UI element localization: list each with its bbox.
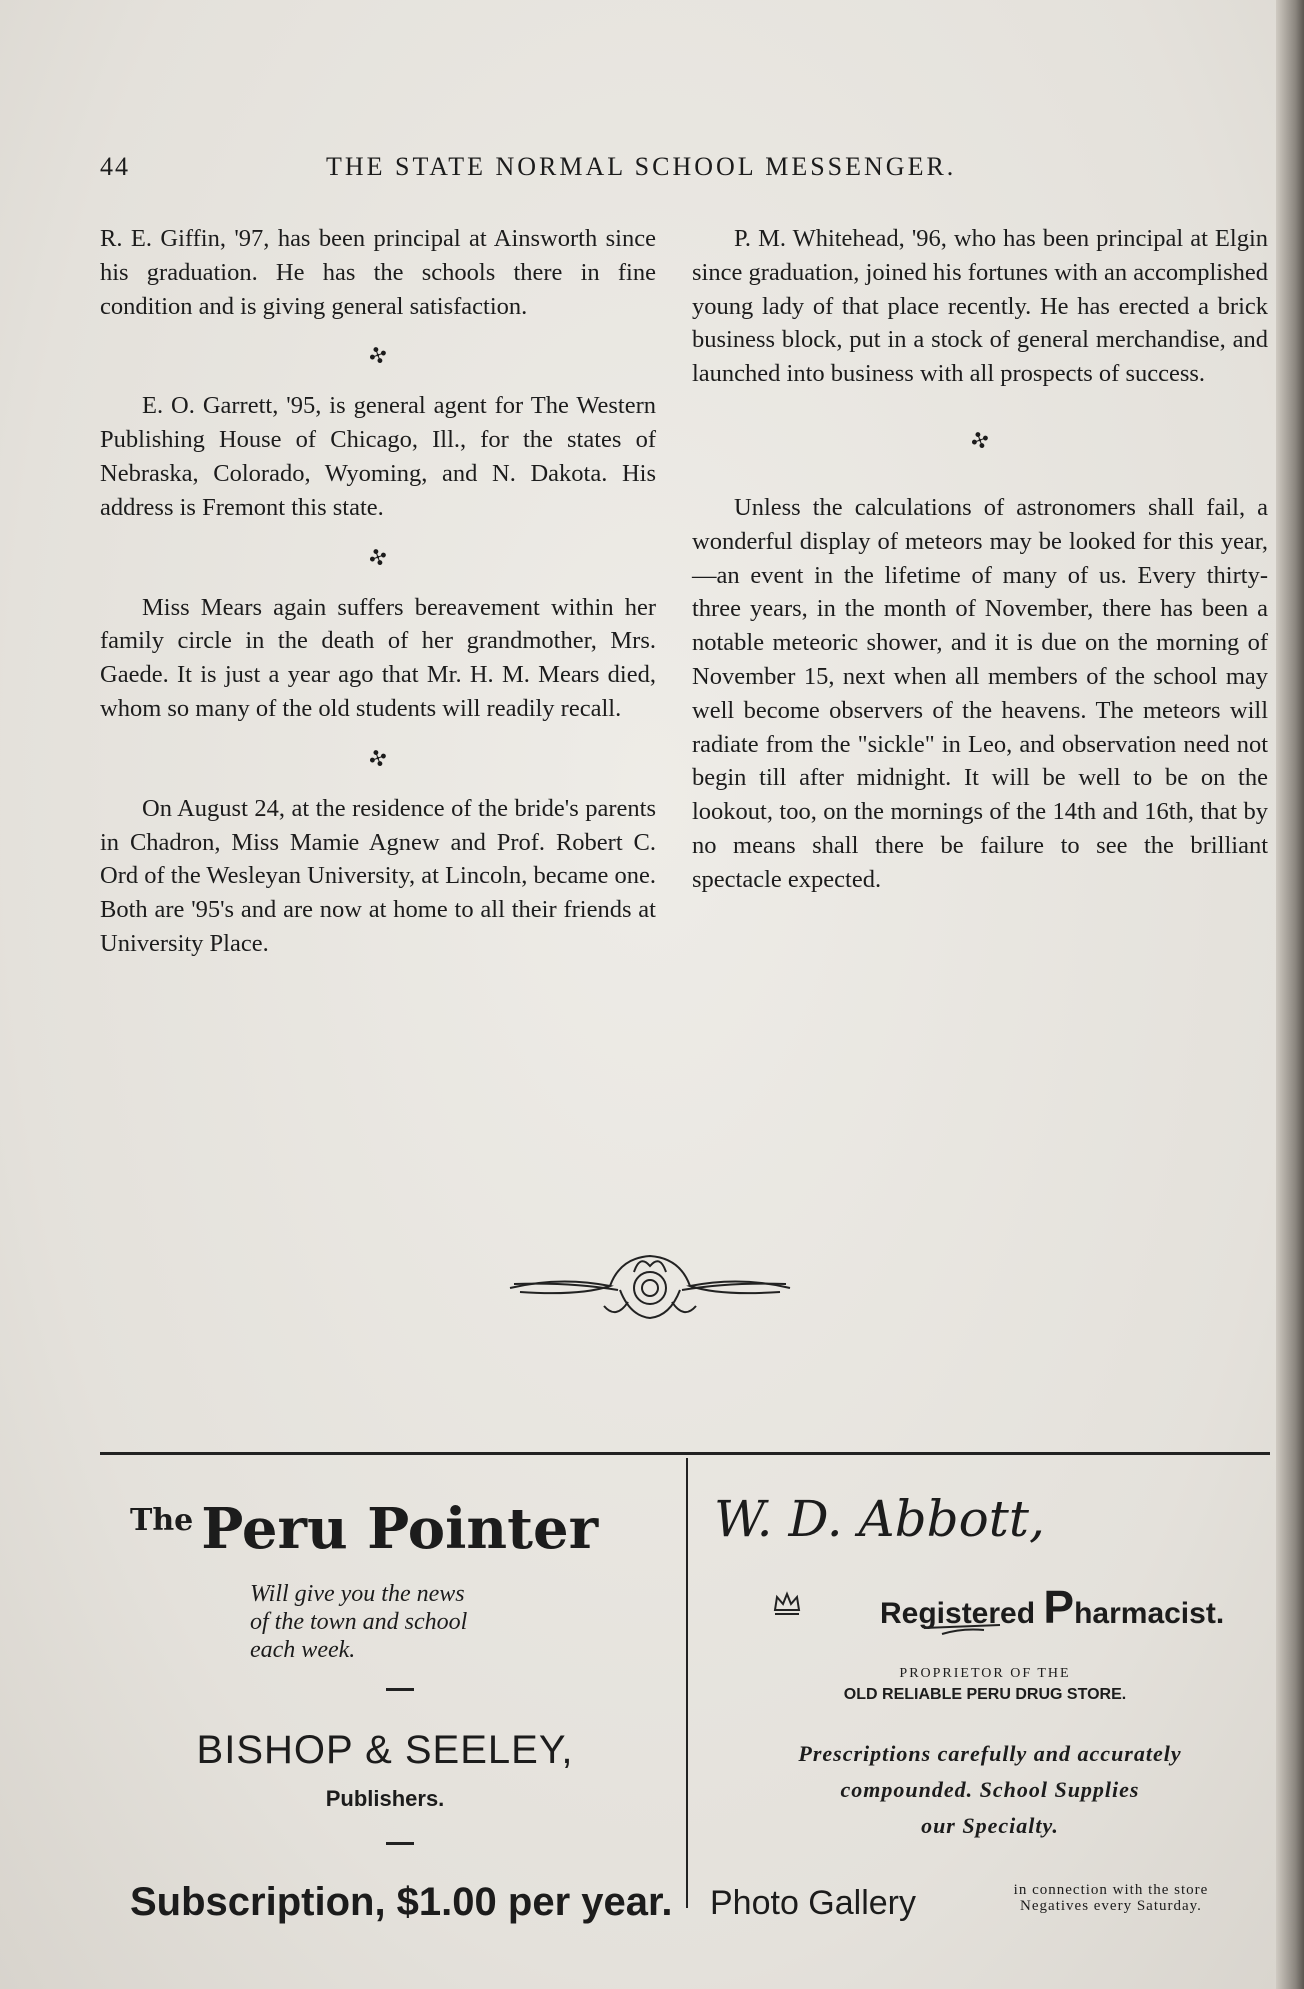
title-part: harmacist. [1074,1597,1225,1630]
drug-store-name: OLD RELIABLE PERU DRUG STORE. [843,1686,1127,1703]
dash-divider [386,1842,414,1845]
news-item: P. M. Whitehead, '96, who has been principal at Elgin since graduation, joined his fortunes with an accomplished young lady of that place recently. He has erected a brick business block, put in a stock of general merchandise, and launched into business with all prospects of success. [692,225,1268,388]
title-part: Registered [880,1597,1044,1630]
news-item: Unless the calculations of astronomers shall fail, a wonderful display of meteors may be looked for this year,—an event in the lifetime of many of us. Every thirty-three years, in the month of November, there has been a notable meteoric shower, and it is due on the morning of November 15, next when all members of the school may well become observers of the heavens. The meteors will radiate from the "sickle" in Leo, and observation need not begin till after midnight. It will be well to be on the lookout, too, on the mornings of the 14th and 16th, that by no means shall there be failure to see the brilliant spectacle expected. [692,493,1268,893]
page-edge-shadow [1276,0,1304,1989]
tagline-line: of the town and school [250,1609,468,1635]
prescriptions-line: our Specialty. [921,1813,1059,1838]
ad-peru-pointer [100,1470,673,1930]
prescriptions-line: compounded. School Supplies [840,1777,1140,1802]
left-column [100,222,656,961]
separator-icon: ✣ [364,542,391,573]
page-number: 44 [100,152,130,181]
right-column [692,222,1268,897]
ad-name: W. D. Abbott, [714,1490,1045,1548]
divider-horizontal [100,1452,1270,1455]
ad-title-prefix: The [130,1503,194,1538]
subscription-price: Subscription, $1.00 per year. [130,1880,673,1924]
separator-icon: ✣ [364,743,391,774]
running-title: THE STATE NORMAL SCHOOL MESSENGER. [326,152,957,181]
ad-title-main: Peru Pointer [201,1496,599,1562]
separator-icon: ✣ [966,425,993,456]
photo-gallery-note [946,1882,1276,1914]
ad-title [130,1486,670,1562]
news-item: Miss Mears again suffers bereavement within her family circle in the death of her grandmother, Mrs. Gaede. It is just a year ago that Mr. H. M. Mears died, whom so many of the old students will readily recall. [100,593,656,722]
prescriptions-line: Prescriptions carefully and accurately [798,1741,1182,1766]
prescriptions-text [710,1736,1270,1844]
tagline-line: each week. [250,1637,356,1663]
crown-icon [772,1590,802,1616]
ad-abbott-pharmacy [700,1470,1270,1930]
news-item: On August 24, at the residence of the bride's parents in Chadron, Miss Mamie Agnew and Prof. Robert C. Ord of the Wesleyan University, at Lincoln, became one. Both are '95's and are now at home to all their friends at University Place. [100,794,656,957]
separator-icon: ✣ [364,341,391,371]
page-header [100,152,1270,192]
underline-flourish-icon [922,1622,1002,1636]
note-line: Negatives every Saturday. [1020,1898,1202,1914]
title-part: P [1043,1581,1075,1633]
ad-tagline [250,1580,570,1664]
proprietor-label: PROPRIETOR OF THE [899,1666,1071,1681]
note-line: in connection with the store [1013,1882,1209,1898]
news-item: E. O. Garrett, '95, is general agent for The Western Publishing House of Chicago, Ill., for the states of Nebraska, Colorado, Wyoming, and N. Dakota. His address is Fremont this state. [100,392,656,521]
ornament-flourish-icon [500,1246,800,1328]
publishers-label: Publishers. [325,1786,445,1811]
dash-divider [386,1688,414,1691]
divider-vertical [686,1458,688,1908]
tagline-line: Will give you the news [250,1581,465,1607]
news-item: R. E. Giffin, '97, has been principal at Ainsworth since his graduation. He has the schools there in fine condition and is giving general satisfaction. [100,225,656,320]
photo-gallery: Photo Gallery [710,1884,916,1922]
publishers-name: BISHOP & SEELEY, [196,1728,574,1772]
